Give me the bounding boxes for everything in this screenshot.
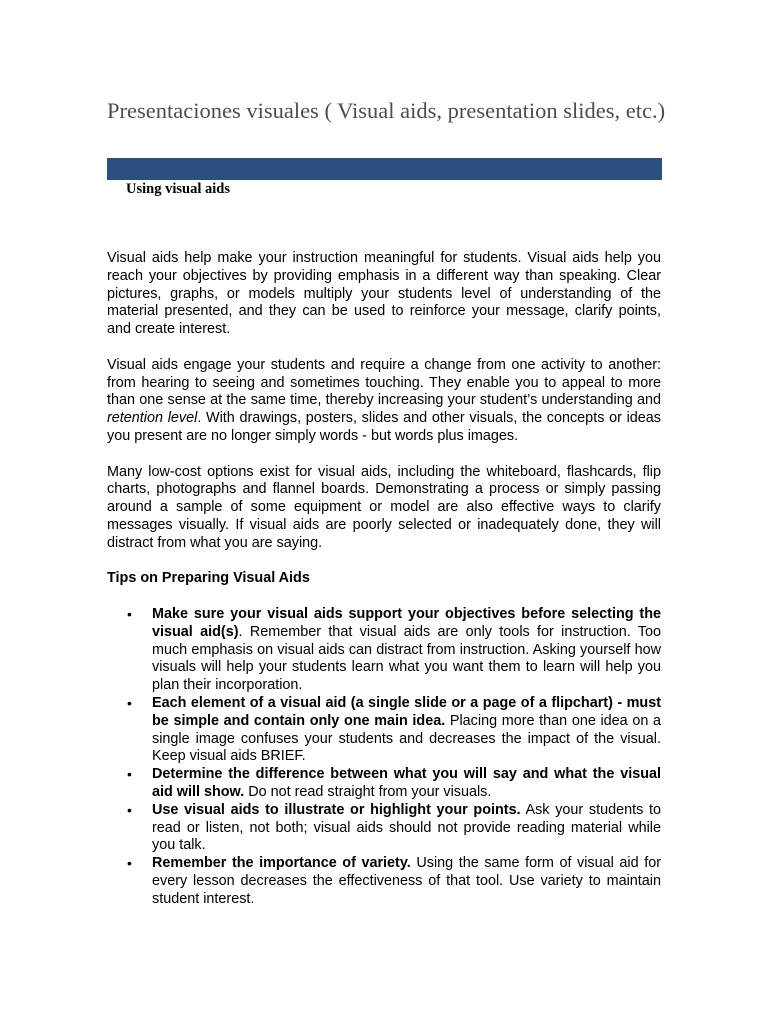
- document-body: [107, 250, 661, 908]
- tip-text: . Remember that visual aids are only tools for instruction. Too much emphasis on visual aids can distract from instruction. Asking yourself how visuals will help your students learn what you want them to learn will help you plan their incorporation.: [152, 623, 661, 694]
- tip-bold-text: Remember the importance of variety.: [152, 855, 411, 872]
- tip-text: Placing more than one idea on a single image confuses your students and decreases the impact of the visual. Keep visual aids BRIEF.: [152, 712, 661, 765]
- tips-list: [107, 606, 661, 909]
- paragraph-engage: [107, 357, 661, 446]
- paragraph-engage-text-2: . With drawings, posters, slides and other visuals, the concepts or ideas you present are no longer simply words - but words plus images.: [107, 410, 661, 444]
- tip-text: Ask your students to read or listen, not both; visual aids should not provide reading material while you talk.: [152, 801, 661, 854]
- tip-text: Using the same form of visual aid for every lesson decreases the effectiveness of that tool. Use variety to maintain student interest.: [152, 855, 661, 907]
- tip-item: [107, 802, 661, 855]
- tip-bold-text: Each element of a visual aid (a single slide or a page of a flipchart) - must be simple and contain only one main idea.: [152, 694, 661, 729]
- paragraph-intro: Visual aids help make your instruction meaningful for students. Visual aids help you reach your objectives by providing emphasis in a different way than speaking. Clear pictures, graphs, or models multiply your students level of understanding of the material presented, and they can be used to reinforce your message, clarify points, and create interest.: [107, 250, 661, 338]
- bullet-icon: •: [127, 801, 132, 818]
- bullet-icon: •: [127, 855, 132, 872]
- title-banner-bar: [107, 158, 662, 180]
- tip-item: [107, 606, 661, 695]
- tip-item: [107, 766, 661, 802]
- tip-bold-text: Use visual aids to illustrate or highlight your points.: [152, 801, 521, 818]
- tip-bold-text: Make sure your visual aids support your objectives before selecting the visual aid(s): [152, 605, 661, 640]
- tip-item: [107, 695, 661, 766]
- bullet-icon: •: [127, 694, 132, 711]
- tip-text: Do not read straight from your visuals.: [244, 783, 492, 800]
- tip-bold-text: Determine the difference between what you will say and what the visual aid will show.: [152, 766, 661, 800]
- paragraph-engage-italic: retention level: [107, 410, 198, 427]
- bullet-icon: •: [127, 766, 132, 783]
- document-title: Presentaciones visuales ( Visual aids, presentation slides, etc.): [107, 98, 666, 123]
- bullet-icon: •: [127, 605, 132, 622]
- tips-heading: Tips on Preparing Visual Aids: [107, 570, 310, 587]
- section-heading: Using visual aids: [126, 181, 230, 197]
- tip-item: [107, 855, 661, 908]
- paragraph-options: Many low-cost options exist for visual aids, including the whiteboard, flashcards, flip charts, photographs and flannel boards. Demonstrating a process or simply passing around a sample of some equipment or model are also effective ways to clarify messages visually. If visual aids are poorly selected or inadequately done, they will distract from what you are saying.: [107, 463, 661, 551]
- paragraph-engage-text-1: Visual aids engage your students and require a change from one activity to another: from hearing to seeing and sometimes touching. They enable you to appeal to more than one sense at the same time, thereby increasing your student’s understanding and: [107, 356, 661, 409]
